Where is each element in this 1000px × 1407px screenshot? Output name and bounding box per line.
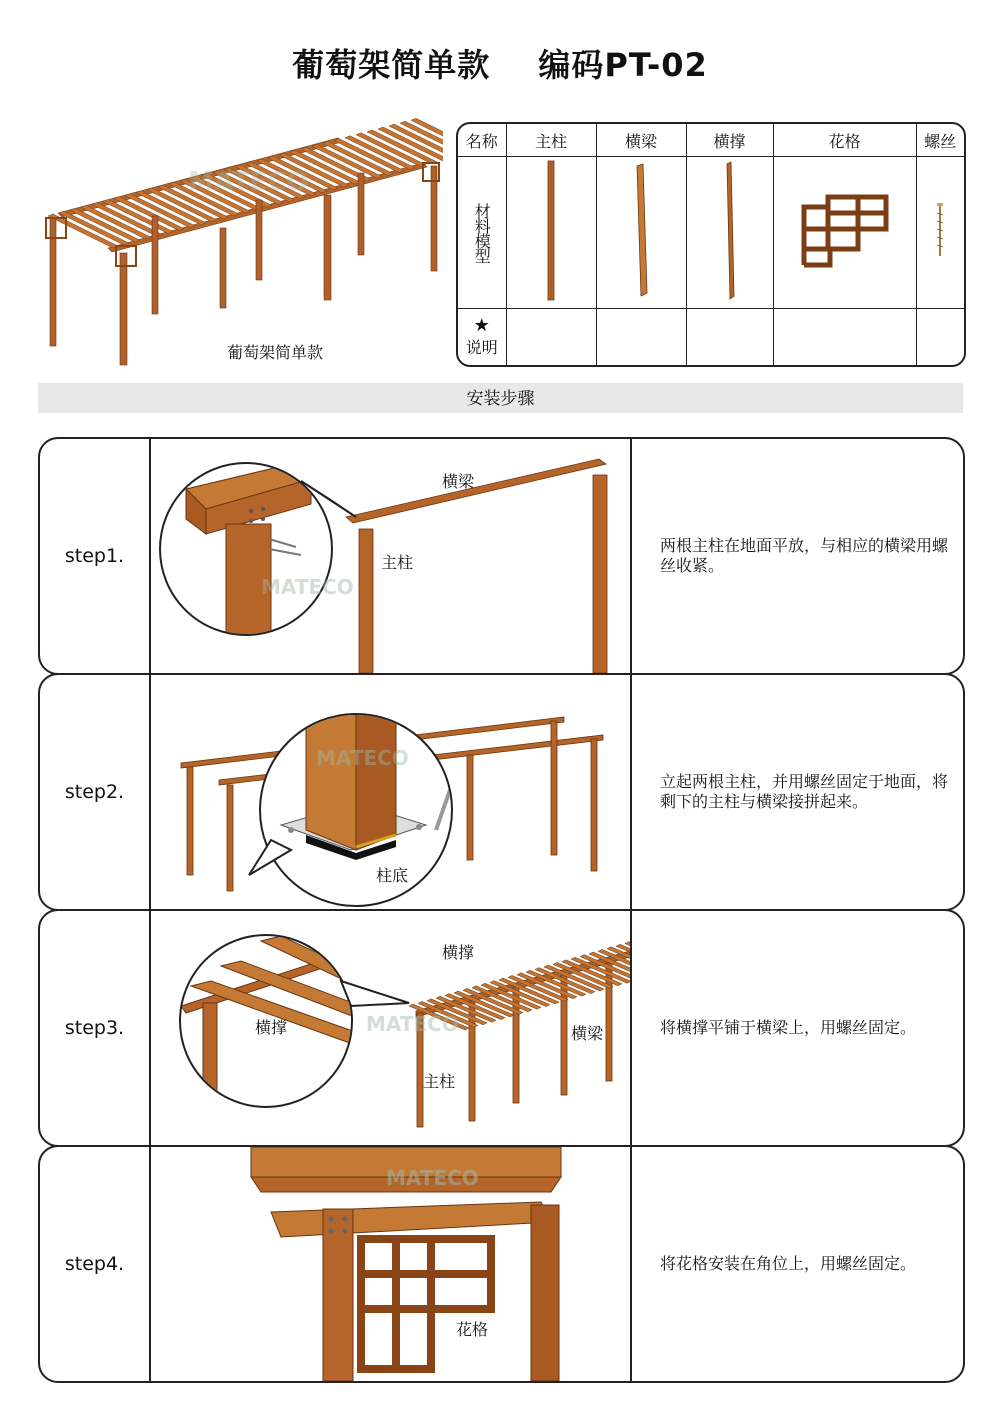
- header-brace: 横撑: [686, 124, 773, 157]
- step-4-label: step4.: [40, 1147, 151, 1381]
- step-4-text: 将花格安装在角位上，用螺丝固定。: [660, 1254, 917, 1273]
- watermark-logo: MATECO: [366, 1012, 459, 1036]
- materials-header-row: [458, 124, 964, 157]
- star-icon: ★: [473, 314, 490, 336]
- brace-model: [686, 157, 773, 309]
- hero-caption: 葡萄架简单款: [226, 343, 323, 362]
- step-4-row: [38, 1145, 965, 1383]
- header-screw: 螺丝: [916, 124, 964, 157]
- materials-model-row: [458, 157, 964, 309]
- step-4-illustration: [151, 1147, 632, 1381]
- note-brace: [686, 309, 773, 366]
- row-label-model: 材料模型: [458, 157, 506, 309]
- header-main-post: 主柱: [506, 124, 596, 157]
- header-lattice: 花格: [773, 124, 916, 157]
- row-label-note: ★ 说明: [458, 309, 506, 366]
- callout-beam: 横梁: [442, 472, 475, 491]
- page-title: [0, 40, 1000, 86]
- step-1-row: [38, 437, 965, 675]
- watermark-logo: MATECO: [261, 575, 354, 599]
- step-1-label: step1.: [40, 439, 151, 673]
- watermark-logo: MATECO: [386, 1166, 479, 1190]
- callout-lattice: 花格: [456, 1320, 489, 1339]
- step-1-text: 两根主柱在地面平放，与相应的横梁用螺丝收紧。: [660, 536, 949, 575]
- title-product-name: 葡萄架简单款: [292, 46, 491, 84]
- step-3-label: step3.: [40, 911, 151, 1145]
- watermark-logo: MATECO: [316, 746, 409, 770]
- step-3-illustration: [151, 911, 632, 1145]
- note-screw: [916, 309, 964, 366]
- pergola-overview-svg: [38, 118, 443, 368]
- main-post-model: [506, 157, 596, 309]
- step-3-row: [38, 909, 965, 1147]
- beam-model: [596, 157, 686, 309]
- note-main-post: [506, 309, 596, 366]
- callout-main-post: 主柱: [381, 553, 414, 572]
- pergola-overview-illustration: [38, 118, 443, 368]
- note-lattice: [773, 309, 916, 366]
- callout-brace-top: 横撑: [442, 943, 475, 962]
- materials-note-row: [458, 309, 964, 366]
- watermark-logo: MATECO: [188, 167, 309, 197]
- callout-beam: 横梁: [571, 1024, 604, 1043]
- lattice-model: [773, 157, 916, 309]
- callout-post-base: 柱底: [376, 866, 409, 885]
- install-steps-banner: 安装步骤: [38, 383, 963, 413]
- title-product-code: 编码PT-02: [538, 46, 708, 84]
- step-1-illustration: [151, 439, 632, 673]
- step-2-label: step2.: [40, 675, 151, 909]
- callout-main-post: 主柱: [423, 1072, 456, 1091]
- header-name: 名称: [458, 124, 506, 157]
- callout-brace-zoom: 横撑: [255, 1018, 288, 1037]
- step-3-text: 将横撑平铺于横梁上，用螺丝固定。: [660, 1018, 917, 1037]
- step-2-row: [38, 673, 965, 911]
- step-2-text: 立起两根主柱，并用螺丝固定于地面，将剩下的主柱与横梁接拼起来。: [660, 772, 949, 811]
- materials-table: [456, 122, 966, 367]
- note-beam: [596, 309, 686, 366]
- screw-model: [916, 157, 964, 309]
- step-2-illustration: [151, 675, 632, 909]
- header-beam: 横梁: [596, 124, 686, 157]
